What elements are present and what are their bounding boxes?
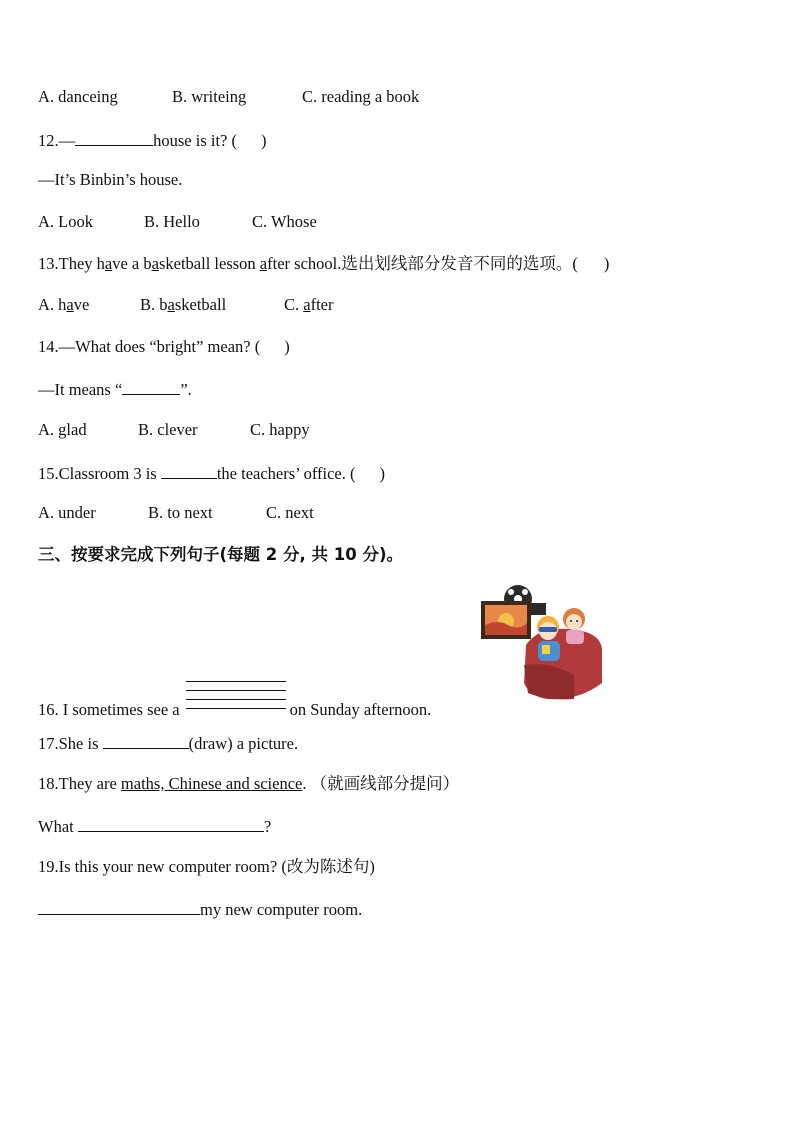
q19-question: 19.Is this your new computer room? (改为陈述句) [38,857,375,876]
q15-question [38,462,385,484]
q14-close-paren: ) [284,337,290,356]
q17-text-pre: 17.She is [38,734,103,753]
q14-option-c: C. happy [250,420,310,439]
q12-option-b: B. Hello [144,212,200,231]
q16-text-pre: 16. I sometimes see a [38,700,180,719]
q14-question [38,337,290,357]
q18-question [38,774,459,794]
q13-underline-2: a [151,254,159,273]
q14-text: 14.—What does “bright” mean? ( [38,337,261,356]
q17-question [38,732,298,754]
cinema-illustration [478,583,606,707]
q12-option-c: C. Whose [252,212,317,231]
q15-option-c: C. next [266,503,314,522]
q15-text-post: the teachers’ office. ( [216,464,356,483]
q14-answer [38,378,192,400]
q15-option-b: B. to next [148,503,213,522]
q12-answer: —It’s Binbin’s house. [38,170,183,189]
q12-options [38,212,317,232]
q13-text-1: 13.They h [38,254,105,273]
q13-question [38,254,609,274]
q18-what: What [38,817,78,836]
q14-answer-pre: —It means “ [38,380,123,399]
q13-close-paren: ) [603,254,610,273]
q14-options [38,420,310,440]
q13-text-2: ve a b [112,254,152,273]
q17-text-post: (draw) a picture. [188,734,299,753]
q12-option-a: A. Look [38,212,93,231]
movie-screen [481,601,531,639]
q18-underlined: maths, Chinese and science [120,774,303,793]
q16-blank-lines[interactable] [186,689,286,719]
q15-text-pre: 15.Classroom 3 is [38,464,161,483]
q14-answer-post: ”. [180,380,192,399]
q12-question [38,129,267,151]
q12-blank[interactable] [75,129,153,146]
q18-text-post: . （就画线部分提问） [302,774,460,793]
q11-option-a: A. danceing [38,87,118,106]
q15-close-paren: ) [379,464,385,483]
q11-options [38,87,419,107]
q19-answer [38,898,362,920]
q11-option-b: B. writeing [172,87,247,106]
q14-option-b: B. clever [138,420,198,439]
q13-option-b: B. basketball [140,295,227,314]
q14-blank[interactable] [122,378,180,395]
q13-text-4: fter school.选出划线部分发音不同的选项。( [267,254,578,273]
girl-figure [563,608,585,644]
q16-text-post: on Sunday afternoon. [289,700,432,719]
section-3-heading: 三、按要求完成下列句子(每题 2 分, 共 10 分)。 [38,545,404,564]
q13-text-3: sketball lesson [158,254,260,273]
q13-underline-3: a [259,254,268,273]
q19-blank[interactable] [38,898,200,915]
q15-option-a: A. under [38,503,96,522]
q15-blank[interactable] [161,462,217,479]
q15-options [38,503,314,523]
q16-question [38,689,431,720]
q19-text-post: my new computer room. [200,900,363,919]
sofa [524,629,602,700]
q11-option-c: C. reading a book [302,87,420,106]
q18-blank[interactable] [78,815,264,832]
q13-underline-1: a [104,254,113,273]
q12-close-paren: ) [261,131,267,150]
q14-option-a: A. glad [38,420,87,439]
q17-blank[interactable] [103,732,189,749]
q18-question-mark: ? [263,817,272,836]
q18-answer [38,815,271,837]
q13-option-c: C. after [284,295,334,314]
q13-options [38,295,334,315]
q12-number: 12.— [38,131,76,150]
q18-text-pre: 18.They are [38,774,121,793]
q13-option-a: A. have [38,295,90,314]
q12-text: house is it? ( [153,131,237,150]
